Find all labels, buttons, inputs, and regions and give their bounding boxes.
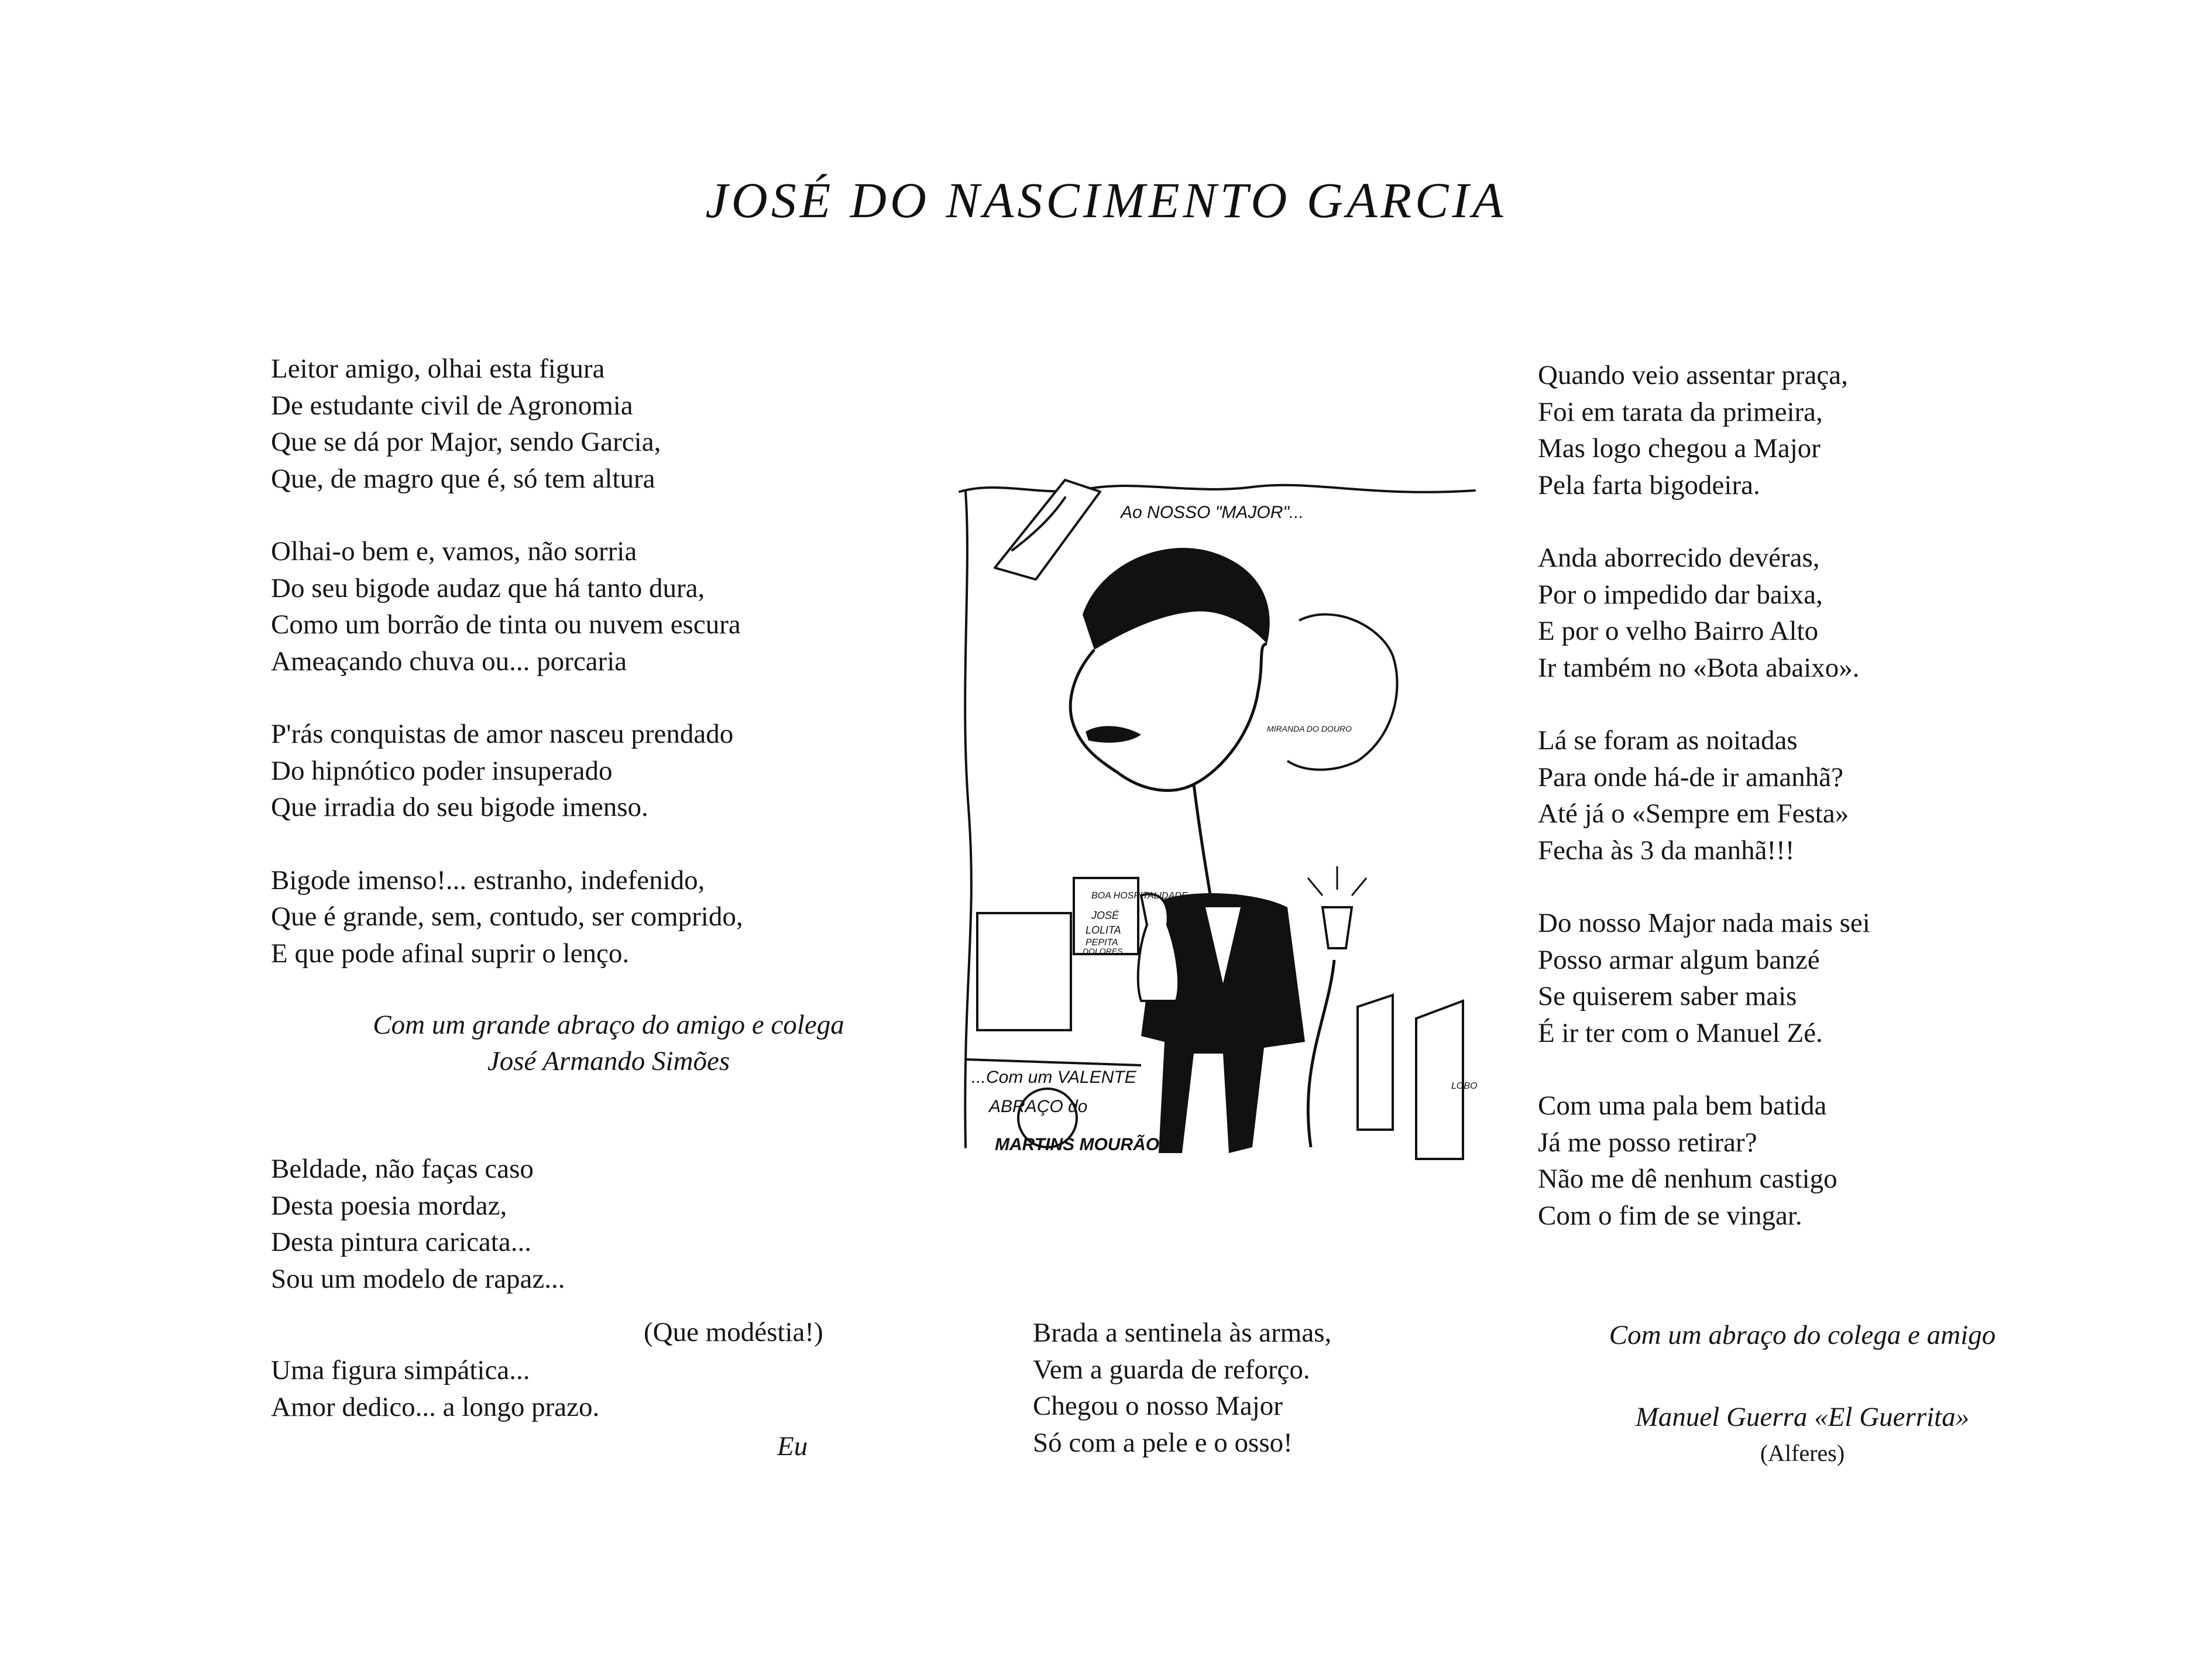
cartoon-shop-1: JOSÉ bbox=[1091, 910, 1119, 921]
poem-line: Quando veio assentar praça, bbox=[1538, 360, 1848, 390]
left-poem bbox=[271, 351, 743, 972]
right-poem bbox=[1538, 357, 1870, 1234]
poem-line: Do seu bigode audaz que há tanto dura, bbox=[271, 572, 705, 603]
poem-line: Desta poesia mordaz, bbox=[271, 1190, 507, 1221]
center-stanza bbox=[1033, 1315, 1331, 1461]
dedication-author: José Armando Simões bbox=[487, 1046, 730, 1076]
right-signature: Manuel Guerra «El Guerrita» bbox=[1635, 1402, 1970, 1432]
poem-line: Por o impedido dar baixa, bbox=[1538, 579, 1823, 610]
poem-line: Até já o «Sempre em Festa» bbox=[1538, 798, 1849, 829]
houses-right bbox=[1358, 995, 1463, 1159]
poem-line: É ir ter com o Manuel Zé. bbox=[1538, 1017, 1823, 1048]
poem-line: Que, de magro que é, só tem altura bbox=[271, 463, 655, 494]
poem-line: Bigode imenso!... estranho, indefenido, bbox=[271, 865, 705, 896]
poem-line: E por o velho Bairro Alto bbox=[1538, 616, 1819, 646]
poem-line: Brada a sentinela às armas, bbox=[1033, 1318, 1332, 1348]
street-building bbox=[966, 878, 1141, 1065]
hair-shape bbox=[1083, 548, 1270, 650]
mustache-shape bbox=[1086, 726, 1141, 743]
aside-text: (Que modéstia!) bbox=[644, 1317, 823, 1347]
poem-line: Que se dá por Major, sendo Garcia, bbox=[271, 427, 661, 457]
poem-line: Do nosso Major nada mais sei bbox=[1538, 908, 1870, 938]
poem-line: Com o fim de se vingar. bbox=[1538, 1200, 1802, 1231]
poem-line: Beldade, não faças caso bbox=[271, 1154, 534, 1184]
poem-line: Já me posso retirar? bbox=[1538, 1127, 1757, 1158]
left-stanza-4 bbox=[271, 862, 743, 972]
right-stanza-1 bbox=[1538, 357, 1870, 503]
right-stanza-2 bbox=[1538, 540, 1870, 686]
right-rank: (Alferes) bbox=[1760, 1440, 1845, 1466]
caricature-drawing bbox=[948, 457, 1486, 1194]
poem-line: De estudante civil de Agronomia bbox=[271, 390, 633, 421]
poem-line: Ameaçando chuva ou... porcaria bbox=[271, 646, 627, 677]
poem-line: E que pode afinal suprir o lenço. bbox=[271, 938, 630, 969]
frame-top-line bbox=[960, 485, 1475, 492]
left-stanza-1 bbox=[271, 351, 743, 497]
left-stanza-3 bbox=[271, 716, 743, 826]
left-closing bbox=[271, 1352, 599, 1425]
cartoon-caption: Ao NOSSO "MAJOR"... bbox=[1121, 503, 1304, 522]
poem-line: Sou um modelo de rapaz... bbox=[271, 1263, 565, 1294]
page-title: JOSÉ DO NASCIMENTO GARCIA bbox=[705, 172, 1507, 228]
left-signature: Eu bbox=[777, 1431, 808, 1462]
poem-line: Leitor amigo, olhai esta figura bbox=[271, 354, 605, 384]
poem-line: Amor dedico... a longo prazo. bbox=[271, 1391, 600, 1422]
cartoon-dedication-2: ABRAÇO do bbox=[989, 1097, 1088, 1116]
poem-line: Fecha às 3 da manhã!!! bbox=[1538, 835, 1795, 866]
poem-line: Uma figura simpática... bbox=[271, 1355, 530, 1385]
cartoon-shop-4: DOLORES bbox=[1083, 946, 1123, 956]
cartoon-bubble-sign: MIRANDA DO DOURO bbox=[1267, 724, 1352, 733]
poem-line: Foi em tarata da primeira, bbox=[1538, 396, 1823, 427]
poem-line: Chegou o nosso Major bbox=[1033, 1391, 1283, 1421]
cartoon-street-sign: BOA HOSPITALIDADE bbox=[1091, 891, 1188, 901]
poem-line: Para onde há-de ir amanhã? bbox=[1538, 762, 1843, 793]
drawing-hand bbox=[995, 480, 1100, 579]
poem-line: Que é grande, sem, contudo, ser comprido, bbox=[271, 901, 743, 932]
left-stanza-2 bbox=[271, 533, 743, 680]
speech-bubble bbox=[1287, 615, 1397, 770]
cartoon-artist-mark: LOBO bbox=[1451, 1081, 1478, 1091]
cartoon-dedication-1: ...Com um VALENTE bbox=[971, 1068, 1136, 1087]
lamp-rays bbox=[1308, 866, 1366, 896]
poem-line: Com uma pala bem batida bbox=[1538, 1090, 1827, 1121]
frame-left-line bbox=[965, 492, 971, 1147]
poem-line: Lá se foram as noitadas bbox=[1538, 725, 1798, 756]
poem-line: Se quiserem saber mais bbox=[1538, 981, 1797, 1011]
cartoon-shop-3: PEPITA bbox=[1086, 938, 1118, 948]
poem-line: Anda aborrecido devéras, bbox=[1538, 543, 1820, 573]
face-outline bbox=[1070, 644, 1267, 790]
cartoon-shop-2: LOLITA bbox=[1086, 924, 1121, 936]
right-stanza-3 bbox=[1538, 722, 1870, 869]
right-dedication: Com um abraço do colega e amigo bbox=[1609, 1320, 1996, 1350]
lamp-post bbox=[1308, 960, 1334, 1147]
poem-line: Mas logo chegou a Major bbox=[1538, 433, 1821, 464]
poem-line: Não me dê nenhum castigo bbox=[1538, 1164, 1837, 1194]
right-stanza-5 bbox=[1538, 1088, 1870, 1234]
poem-line: Ir também no «Bota abaixo». bbox=[1538, 652, 1860, 683]
poem-line: Olhai-o bem e, vamos, não sorria bbox=[271, 536, 637, 567]
neck-shape bbox=[1194, 784, 1211, 901]
poem-line: Como um borrão de tinta ou nuvem escura bbox=[271, 609, 741, 640]
poem-line: Vem a guarda de reforço. bbox=[1033, 1354, 1310, 1385]
poem-line: Desta pintura caricata... bbox=[271, 1227, 531, 1257]
poem-line: P'rás conquistas de amor nasceu prendado bbox=[271, 719, 734, 749]
lamp-glass bbox=[1323, 907, 1352, 948]
left-second-poem bbox=[271, 1151, 565, 1297]
dedication-line: Com um grande abraço do amigo e colega bbox=[373, 1010, 844, 1040]
poem-line: Posso armar algum banzé bbox=[1538, 944, 1820, 975]
poem-line: Do hipnótico poder insuperado bbox=[271, 755, 613, 786]
poem-line: Só com a pele e o osso! bbox=[1033, 1427, 1293, 1458]
right-stanza-4 bbox=[1538, 905, 1870, 1051]
poem-line: Que irradia do seu bigode imenso. bbox=[271, 792, 648, 822]
left-dedication bbox=[316, 1007, 901, 1079]
poem-line: Pela farta bigodeira. bbox=[1538, 469, 1760, 500]
cartoon-dedication-3: MARTINS MOURÃO bbox=[995, 1135, 1160, 1154]
